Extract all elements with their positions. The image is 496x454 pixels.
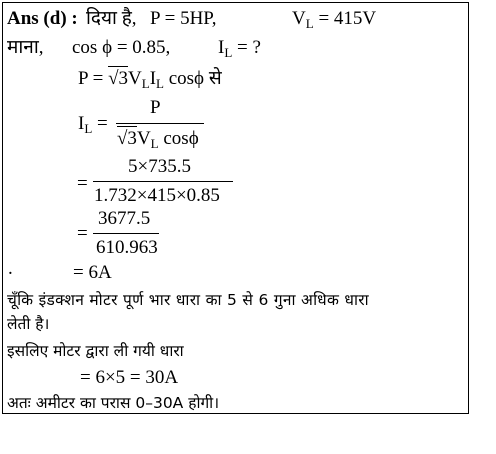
numeric-numerator: 5×735.5 (128, 156, 191, 177)
simplified-numerator: 3677.5 (98, 208, 151, 229)
fraction-bar (116, 123, 204, 124)
voltage-value: $V_L = 415V$ (292, 8, 377, 31)
power-formula: $P = √3V_LI_L$ cosϕ से (78, 68, 222, 91)
assume-text: माना, (7, 37, 44, 58)
conclusion-text: अतः अमीटर का परास 0–30A होगी। (7, 394, 220, 412)
given-text: दिया है, (86, 8, 137, 29)
therefore-text: इसलिए मोटर द्वारा ली गयी धारा (7, 342, 184, 360)
fraction-bar (93, 181, 233, 182)
power-factor: cos ϕ = 0.85, (72, 37, 171, 58)
current-formula-lhs: $I_L$ = (78, 113, 108, 136)
explanation-line-2: लेती है। (7, 315, 50, 333)
equals-sign: = (77, 223, 88, 244)
current-formula-denominator: $√3V_L$ cosϕ (117, 128, 199, 151)
current-formula-numerator: P (150, 97, 161, 118)
fraction-bar (93, 233, 159, 234)
simplified-denominator: 610.963 (96, 237, 158, 258)
current-result: = 6A (73, 262, 112, 283)
power-value: P = 5HP, (150, 8, 217, 29)
explanation-line-1: चूँकि इंडक्शन मोटर पूर्ण भार धारा का 5 से 6 गुना अधिक धारा (7, 291, 369, 309)
numeric-denominator: 1.732×415×0.85 (94, 185, 220, 206)
current-unknown: $I_L$ = ? (218, 37, 261, 60)
answer-label: Ans (d) : (7, 8, 78, 29)
dot-mark: . (8, 258, 13, 279)
equals-sign: = (77, 173, 88, 194)
ammeter-current-result: = 6×5 = 30A (80, 367, 179, 388)
